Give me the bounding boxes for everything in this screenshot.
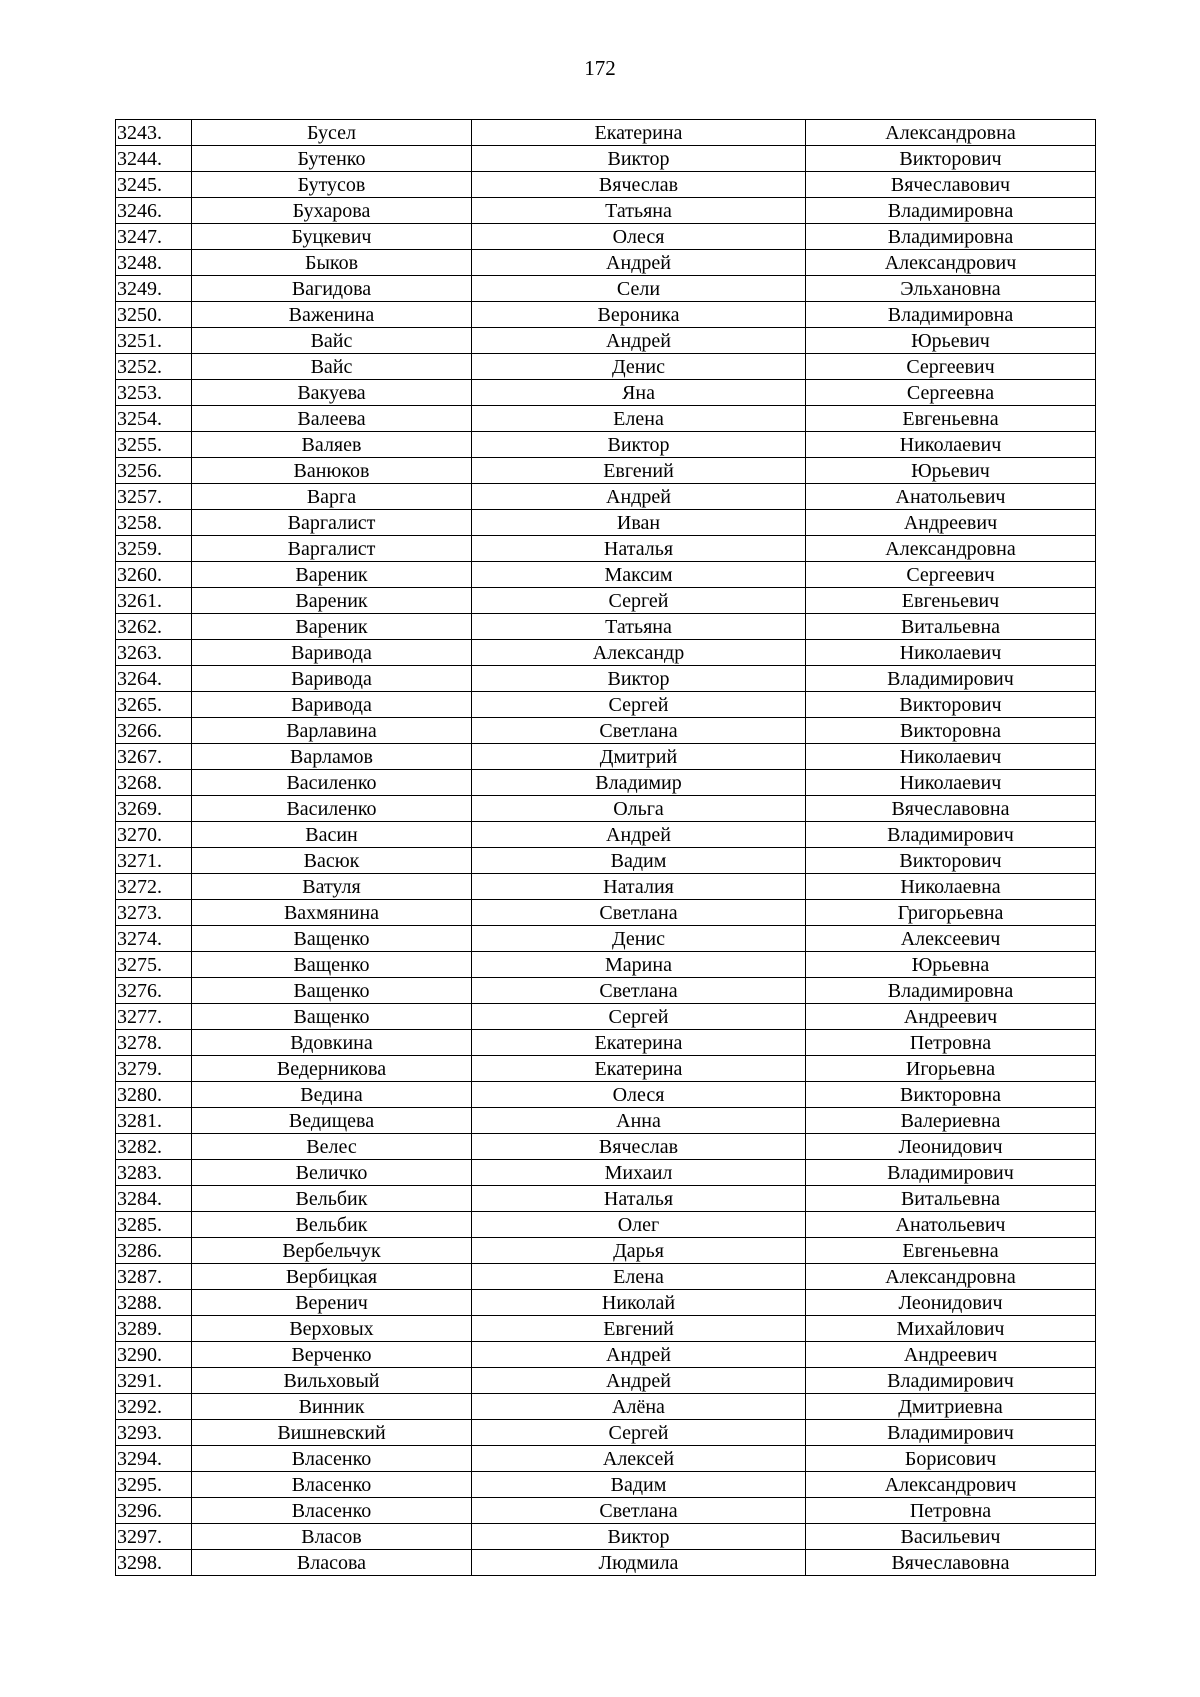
patronymic-cell: Анатольевич [806,1212,1096,1238]
patronymic-cell: Витальевна [806,614,1096,640]
surname-cell: Ведина [192,1082,472,1108]
first-name-cell: Андрей [472,484,806,510]
table-row [116,562,1096,588]
row-number-cell: 3255. [116,432,192,458]
row-number-cell: 3296. [116,1498,192,1524]
patronymic-cell: Михайлович [806,1316,1096,1342]
roster-table [115,119,1096,1576]
row-number-cell: 3257. [116,484,192,510]
first-name-cell: Вячеслав [472,172,806,198]
patronymic-cell: Эльхановна [806,276,1096,302]
row-number-cell: 3275. [116,952,192,978]
row-number-cell: 3248. [116,250,192,276]
patronymic-cell: Александрович [806,250,1096,276]
row-number-cell: 3261. [116,588,192,614]
first-name-cell: Андрей [472,822,806,848]
row-number-cell: 3253. [116,380,192,406]
table-row [116,510,1096,536]
patronymic-cell: Александровна [806,536,1096,562]
patronymic-cell: Григорьевна [806,900,1096,926]
row-number-cell: 3280. [116,1082,192,1108]
row-number-cell: 3279. [116,1056,192,1082]
surname-cell: Верченко [192,1342,472,1368]
row-number-cell: 3246. [116,198,192,224]
first-name-cell: Сергей [472,588,806,614]
first-name-cell: Светлана [472,1498,806,1524]
surname-cell: Вареник [192,614,472,640]
row-number-cell: 3244. [116,146,192,172]
surname-cell: Ведерникова [192,1056,472,1082]
table-row [116,224,1096,250]
first-name-cell: Татьяна [472,614,806,640]
patronymic-cell: Сергеевич [806,562,1096,588]
surname-cell: Варивода [192,692,472,718]
row-number-cell: 3252. [116,354,192,380]
patronymic-cell: Николаевич [806,744,1096,770]
table-row [116,328,1096,354]
row-number-cell: 3268. [116,770,192,796]
patronymic-cell: Сергеевич [806,354,1096,380]
surname-cell: Валяев [192,432,472,458]
row-number-cell: 3284. [116,1186,192,1212]
first-name-cell: Вероника [472,302,806,328]
row-number-cell: 3267. [116,744,192,770]
table-row [116,822,1096,848]
row-number-cell: 3289. [116,1316,192,1342]
patronymic-cell: Петровна [806,1498,1096,1524]
row-number-cell: 3243. [116,120,192,146]
patronymic-cell: Евгеньевна [806,406,1096,432]
surname-cell: Власова [192,1550,472,1576]
row-number-cell: 3282. [116,1134,192,1160]
table-row [116,302,1096,328]
first-name-cell: Андрей [472,1342,806,1368]
surname-cell: Вельбик [192,1186,472,1212]
table-row [116,848,1096,874]
table-row [116,926,1096,952]
surname-cell: Варлавина [192,718,472,744]
table-row [116,1342,1096,1368]
surname-cell: Вагидова [192,276,472,302]
row-number-cell: 3283. [116,1160,192,1186]
row-number-cell: 3294. [116,1446,192,1472]
table-row [116,744,1096,770]
table-row [116,354,1096,380]
table-row [116,198,1096,224]
patronymic-cell: Дмитриевна [806,1394,1096,1420]
table-row [116,406,1096,432]
surname-cell: Васин [192,822,472,848]
patronymic-cell: Владимирович [806,1368,1096,1394]
first-name-cell: Андрей [472,250,806,276]
surname-cell: Варгалист [192,536,472,562]
table-row [116,1108,1096,1134]
row-number-cell: 3272. [116,874,192,900]
surname-cell: Варивода [192,640,472,666]
table-row [116,432,1096,458]
row-number-cell: 3293. [116,1420,192,1446]
row-number-cell: 3260. [116,562,192,588]
patronymic-cell: Александровна [806,1264,1096,1290]
first-name-cell: Евгений [472,458,806,484]
patronymic-cell: Александровна [806,120,1096,146]
patronymic-cell: Борисович [806,1446,1096,1472]
first-name-cell: Марина [472,952,806,978]
table-row [116,276,1096,302]
row-number-cell: 3288. [116,1290,192,1316]
table-row [116,1056,1096,1082]
table-row [116,458,1096,484]
surname-cell: Велес [192,1134,472,1160]
first-name-cell: Наталья [472,536,806,562]
row-number-cell: 3256. [116,458,192,484]
row-number-cell: 3277. [116,1004,192,1030]
row-number-cell: 3271. [116,848,192,874]
table-row [116,1082,1096,1108]
first-name-cell: Екатерина [472,120,806,146]
first-name-cell: Виктор [472,666,806,692]
patronymic-cell: Алексеевич [806,926,1096,952]
first-name-cell: Вячеслав [472,1134,806,1160]
first-name-cell: Светлана [472,978,806,1004]
surname-cell: Буцкевич [192,224,472,250]
table-row [116,120,1096,146]
row-number-cell: 3297. [116,1524,192,1550]
patronymic-cell: Владимировна [806,224,1096,250]
table-row [116,1160,1096,1186]
first-name-cell: Михаил [472,1160,806,1186]
surname-cell: Ващенко [192,978,472,1004]
surname-cell: Важенина [192,302,472,328]
row-number-cell: 3245. [116,172,192,198]
table-row [116,146,1096,172]
first-name-cell: Олеся [472,1082,806,1108]
table-row [116,484,1096,510]
first-name-cell: Сергей [472,1420,806,1446]
patronymic-cell: Викторовна [806,1082,1096,1108]
table-row [116,1498,1096,1524]
surname-cell: Васюк [192,848,472,874]
surname-cell: Варгалист [192,510,472,536]
row-number-cell: 3287. [116,1264,192,1290]
patronymic-cell: Вячеславовна [806,796,1096,822]
first-name-cell: Екатерина [472,1030,806,1056]
table-row [116,1524,1096,1550]
patronymic-cell: Андреевич [806,1004,1096,1030]
patronymic-cell: Николаевич [806,640,1096,666]
surname-cell: Веренич [192,1290,472,1316]
first-name-cell: Сергей [472,692,806,718]
patronymic-cell: Николаевич [806,432,1096,458]
patronymic-cell: Вячеславович [806,172,1096,198]
surname-cell: Варивода [192,666,472,692]
row-number-cell: 3295. [116,1472,192,1498]
row-number-cell: 3278. [116,1030,192,1056]
first-name-cell: Виктор [472,1524,806,1550]
first-name-cell: Наталья [472,1186,806,1212]
table-row [116,1238,1096,1264]
first-name-cell: Иван [472,510,806,536]
patronymic-cell: Сергеевна [806,380,1096,406]
patronymic-cell: Анатольевич [806,484,1096,510]
patronymic-cell: Витальевна [806,1186,1096,1212]
table-row [116,172,1096,198]
patronymic-cell: Николаевич [806,770,1096,796]
first-name-cell: Людмила [472,1550,806,1576]
table-row [116,900,1096,926]
patronymic-cell: Александрович [806,1472,1096,1498]
surname-cell: Вареник [192,588,472,614]
patronymic-cell: Владимирович [806,822,1096,848]
surname-cell: Вербицкая [192,1264,472,1290]
table-row [116,1290,1096,1316]
table-row [116,952,1096,978]
table-row [116,1550,1096,1576]
surname-cell: Василенко [192,770,472,796]
first-name-cell: Анна [472,1108,806,1134]
surname-cell: Вахмянина [192,900,472,926]
page-number: 172 [584,56,616,80]
table-row [116,640,1096,666]
surname-cell: Вареник [192,562,472,588]
first-name-cell: Андрей [472,1368,806,1394]
first-name-cell: Вадим [472,1472,806,1498]
first-name-cell: Александр [472,640,806,666]
surname-cell: Ващенко [192,926,472,952]
row-number-cell: 3273. [116,900,192,926]
row-number-cell: 3266. [116,718,192,744]
first-name-cell: Елена [472,406,806,432]
surname-cell: Вайс [192,354,472,380]
surname-cell: Василенко [192,796,472,822]
surname-cell: Ведищева [192,1108,472,1134]
row-number-cell: 3259. [116,536,192,562]
patronymic-cell: Владимировна [806,198,1096,224]
first-name-cell: Олеся [472,224,806,250]
row-number-cell: 3247. [116,224,192,250]
surname-cell: Власенко [192,1446,472,1472]
patronymic-cell: Викторович [806,692,1096,718]
surname-cell: Власов [192,1524,472,1550]
row-number-cell: 3250. [116,302,192,328]
surname-cell: Вильховый [192,1368,472,1394]
table-row [116,770,1096,796]
row-number-cell: 3285. [116,1212,192,1238]
row-number-cell: 3292. [116,1394,192,1420]
surname-cell: Величко [192,1160,472,1186]
patronymic-cell: Юрьевич [806,328,1096,354]
patronymic-cell: Викторович [806,146,1096,172]
roster-table-body [116,120,1096,1576]
first-name-cell: Татьяна [472,198,806,224]
first-name-cell: Дарья [472,1238,806,1264]
surname-cell: Варламов [192,744,472,770]
patronymic-cell: Владимирович [806,1160,1096,1186]
surname-cell: Вакуева [192,380,472,406]
first-name-cell: Светлана [472,718,806,744]
table-row [116,1030,1096,1056]
surname-cell: Ванюков [192,458,472,484]
surname-cell: Власенко [192,1472,472,1498]
table-row [116,666,1096,692]
patronymic-cell: Валериевна [806,1108,1096,1134]
first-name-cell: Андрей [472,328,806,354]
surname-cell: Бусел [192,120,472,146]
first-name-cell: Алёна [472,1394,806,1420]
table-row [116,796,1096,822]
row-number-cell: 3254. [116,406,192,432]
first-name-cell: Светлана [472,900,806,926]
patronymic-cell: Андреевич [806,1342,1096,1368]
first-name-cell: Виктор [472,146,806,172]
patronymic-cell: Игорьевна [806,1056,1096,1082]
first-name-cell: Яна [472,380,806,406]
row-number-cell: 3276. [116,978,192,1004]
first-name-cell: Вадим [472,848,806,874]
row-number-cell: 3251. [116,328,192,354]
row-number-cell: 3290. [116,1342,192,1368]
patronymic-cell: Васильевич [806,1524,1096,1550]
table-row [116,1394,1096,1420]
surname-cell: Вдовкина [192,1030,472,1056]
surname-cell: Власенко [192,1498,472,1524]
patronymic-cell: Викторовна [806,718,1096,744]
surname-cell: Вишневский [192,1420,472,1446]
surname-cell: Валеева [192,406,472,432]
first-name-cell: Денис [472,926,806,952]
patronymic-cell: Леонидович [806,1134,1096,1160]
table-row [116,1446,1096,1472]
patronymic-cell: Евгеньевич [806,588,1096,614]
surname-cell: Вайс [192,328,472,354]
table-row [116,692,1096,718]
table-row [116,1368,1096,1394]
row-number-cell: 3269. [116,796,192,822]
first-name-cell: Наталия [472,874,806,900]
patronymic-cell: Владимировна [806,978,1096,1004]
surname-cell: Вельбик [192,1212,472,1238]
table-row [116,1472,1096,1498]
surname-cell: Вербельчук [192,1238,472,1264]
table-row [116,250,1096,276]
row-number-cell: 3262. [116,614,192,640]
first-name-cell: Сели [472,276,806,302]
first-name-cell: Виктор [472,432,806,458]
surname-cell: Бутусов [192,172,472,198]
row-number-cell: 3263. [116,640,192,666]
row-number-cell: 3281. [116,1108,192,1134]
table-row [116,1186,1096,1212]
table-row [116,380,1096,406]
first-name-cell: Сергей [472,1004,806,1030]
patronymic-cell: Леонидович [806,1290,1096,1316]
row-number-cell: 3298. [116,1550,192,1576]
patronymic-cell: Николаевна [806,874,1096,900]
patronymic-cell: Юрьевич [806,458,1096,484]
table-row [116,1316,1096,1342]
row-number-cell: 3264. [116,666,192,692]
surname-cell: Бутенко [192,146,472,172]
patronymic-cell: Викторович [806,848,1096,874]
row-number-cell: 3274. [116,926,192,952]
surname-cell: Винник [192,1394,472,1420]
row-number-cell: 3286. [116,1238,192,1264]
table-row [116,1004,1096,1030]
table-row [116,874,1096,900]
patronymic-cell: Владимировна [806,302,1096,328]
first-name-cell: Николай [472,1290,806,1316]
first-name-cell: Олег [472,1212,806,1238]
surname-cell: Бухарова [192,198,472,224]
table-row [116,1264,1096,1290]
row-number-cell: 3291. [116,1368,192,1394]
table-row [116,718,1096,744]
patronymic-cell: Андреевич [806,510,1096,536]
row-number-cell: 3258. [116,510,192,536]
surname-cell: Ващенко [192,952,472,978]
table-row [116,978,1096,1004]
table-row [116,1134,1096,1160]
surname-cell: Быков [192,250,472,276]
table-row [116,614,1096,640]
first-name-cell: Дмитрий [472,744,806,770]
surname-cell: Ватуля [192,874,472,900]
table-row [116,536,1096,562]
first-name-cell: Евгений [472,1316,806,1342]
patronymic-cell: Владимирович [806,666,1096,692]
row-number-cell: 3265. [116,692,192,718]
row-number-cell: 3270. [116,822,192,848]
first-name-cell: Максим [472,562,806,588]
patronymic-cell: Евгеньевна [806,1238,1096,1264]
patronymic-cell: Юрьевна [806,952,1096,978]
surname-cell: Ващенко [192,1004,472,1030]
first-name-cell: Денис [472,354,806,380]
surname-cell: Верховых [192,1316,472,1342]
surname-cell: Варга [192,484,472,510]
first-name-cell: Ольга [472,796,806,822]
patronymic-cell: Владимирович [806,1420,1096,1446]
table-row [116,1420,1096,1446]
first-name-cell: Елена [472,1264,806,1290]
patronymic-cell: Вячеславовна [806,1550,1096,1576]
row-number-cell: 3249. [116,276,192,302]
first-name-cell: Екатерина [472,1056,806,1082]
patronymic-cell: Петровна [806,1030,1096,1056]
table-row [116,588,1096,614]
first-name-cell: Владимир [472,770,806,796]
table-row [116,1212,1096,1238]
first-name-cell: Алексей [472,1446,806,1472]
